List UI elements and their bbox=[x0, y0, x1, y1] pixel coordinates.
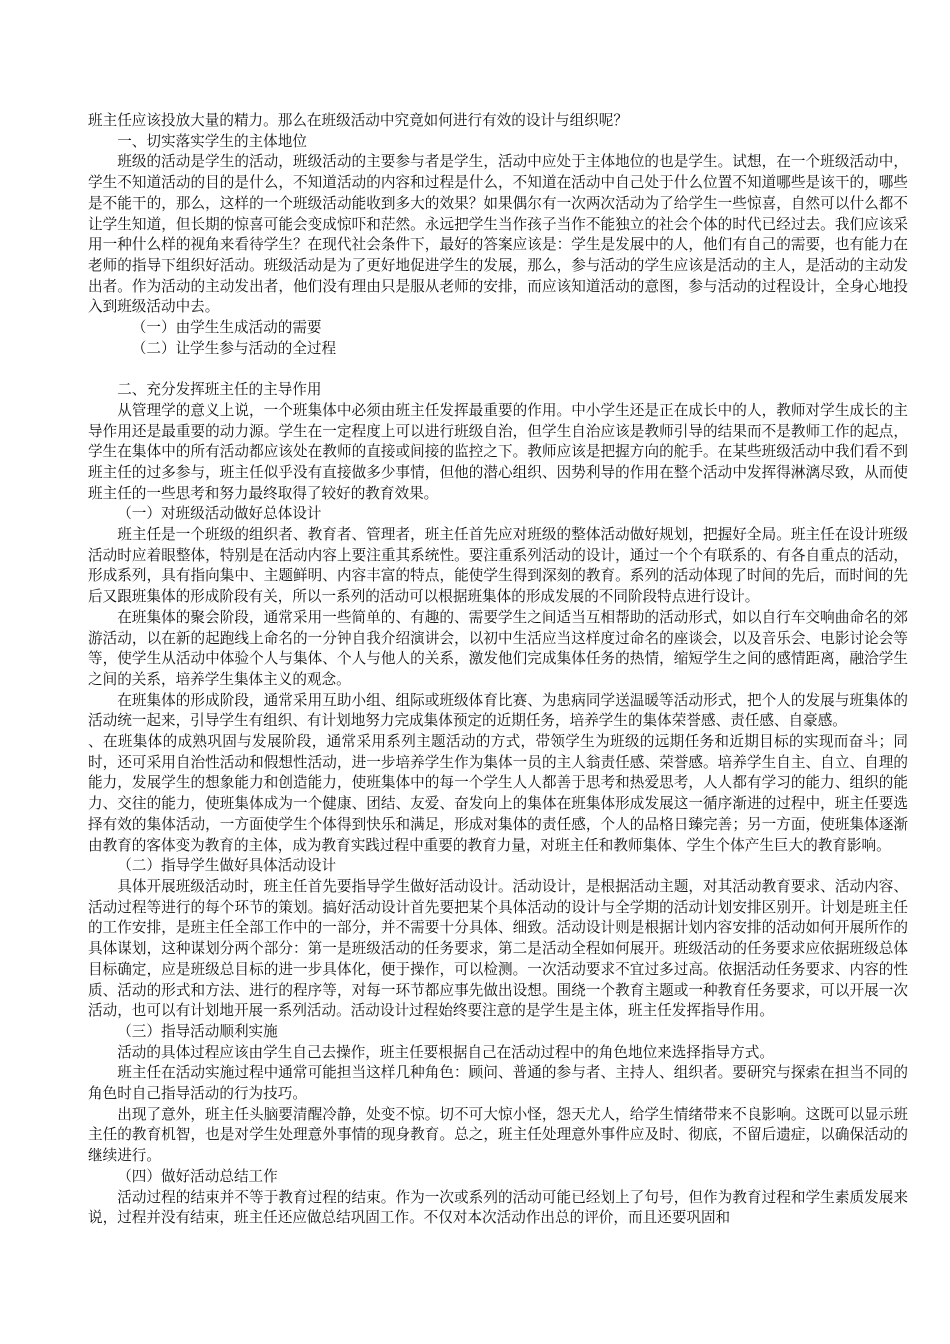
document-body bbox=[88, 111, 908, 1229]
paragraph: 、在班集体的成熟巩固与发展阶段，通常采用系列主题活动的方式，带领学生为班级的远期任务和近期目标的实现而奋斗；同时，还可采用自治性活动和假想性活动，进一步培养学生作为集体一员的主人翁责任感、荣誉感。培养学生自主、自立、自理的能力，发展学生的想象能力和创造能力，使班集体中的每一个学生人人都善于思考和热爱思考，人人都有学习的能力、组织的能力、交往的能力，使班集体成为一个健康、团结、友爱、奋发向上的集体在班集体形成发展这一循序渐进的过程中，班主任要选择有效的集体活动，一方面使学生个体得到快乐和满足，形成对集体的责任感，个人的品格日臻完善；另一方面，使班集体逐渐由教育的客体变为教育的主体，成为教育实践过程中重要的教育力量，对班主任和教师集体、学生个体产生巨大的教育影响。 bbox=[88, 733, 908, 854]
paragraph: 在班集体的形成阶段，通常采用互助小组、组际或班级体育比赛、为患病同学送温暖等活动形式，把个人的发展与班集体的活动统一起来，引导学生有组织、有计划地努力完成集体预定的近期任务，培养学生的集体荣誉感、责任感、自豪感。 bbox=[88, 691, 908, 730]
paragraph: 具体开展班级活动时，班主任首先要指导学生做好活动设计。活动设计，是根据活动主题，对其活动教育要求、活动内容、活动过程等进行的每个环节的策划。搞好活动设计首先要把某个具体活动的设计与全学期的活动计划安排区别开。计划是班主任的工作安排，是班主任全部工作中的一部分，并不需要十分具体、细致。活动设计则是根据计划内容安排的活动如何开展所作的具体谋划，这种谋划分两个部分：第一是班级活动的任务要求，第二是活动全程如何展开。班级活动的任务要求应依据班级总体目标确定，应是班级总目标的进一步具体化，便于操作，可以检测。一次活动要求不宜过多过高。依据活动任务要求、内容的性质、活动的形式和方法、进行的程序等，对每一环节都应事先做出设想。围绕一个教育主题或一种教育任务要求，可以开展一次活动，也可以有计划地开展一系列活动。活动设计过程始终要注意的是学生是主体，班主任发挥指导作用。 bbox=[88, 878, 908, 1020]
subheading: （二）让学生参与活动的全过程 bbox=[131, 339, 337, 357]
paragraph: 活动过程的结束并不等于教育过程的结束。作为一次或系列的活动可能已经划上了句号，但作为教育过程和学生素质发展来说，过程并没有结束，班主任还应做总结巩固工作。不仅对本次活动作出总的评价，而且还要巩固和 bbox=[88, 1188, 908, 1227]
paragraph-intro: 班主任应该投放大量的精力。那么在班级活动中究竟如何进行有效的设计与组织呢？ bbox=[88, 112, 628, 129]
paragraph: 在班集体的聚会阶段，通常采用一些简单的、有趣的、需要学生之间适当互相帮助的活动形式，如以自行车交响曲命名的郊游活动，以在新的起跑线上命名的一分钟自我介绍演讲会，以初中生活应当这样度过命名的座谈会，以及音乐会、电影讨论会等等，使学生从活动中体验个人与集体、个人与他人的关系，激发他们完成集体任务的热情，缩短学生之间的感情距离，融洽学生之间的关系，培养学生集体主义的观念。 bbox=[88, 608, 908, 688]
heading-section-1: 一、切实落实学生的主体地位 bbox=[117, 132, 307, 150]
blank-line bbox=[88, 359, 908, 380]
heading-section-2: 二、充分发挥班主任的主导作用 bbox=[117, 381, 322, 399]
subheading: （三）指导活动顺利实施 bbox=[117, 1022, 278, 1040]
paragraph: 出现了意外，班主任头脑要清醒冷静，处变不惊。切不可大惊小怪，怨天尤人，给学生情绪带来不良影响。这既可以显示班主任的教育机智，也是对学生处理意外事情的现身教育。总之，班主任处理意外事件应及时、彻底，不留后遗症，以确保活动的继续进行。 bbox=[88, 1105, 908, 1165]
subheading: （四）做好活动总结工作 bbox=[117, 1167, 278, 1185]
subheading: （一）对班级活动做好总体设计 bbox=[117, 505, 322, 523]
subheading: （二）指导学生做好具体活动设计 bbox=[117, 857, 337, 875]
paragraph: 班级的活动是学生的活动，班级活动的主要参与者是学生，活动中应处于主体地位的也是学生。试想，在一个班级活动中，学生不知道活动的目的是什么，不知道活动的内容和过程是什么，不知道在活动中自己处于什么位置不知道哪些是该干的，哪些是不能干的，那么，这样的一个班级活动能收到多大的效果？如果偶尔有一次两次活动为了给学生一些惊喜，自然可以什么都不让学生知道，但长期的惊喜可能会变成惊吓和茫然。永远把学生当作孩子当作不能独立的社会个体的时代已经过去。我们应该采用一种什么样的视角来看待学生？在现代社会条件下，最好的答案应该是：学生是发展中的人，他们有自己的需要，也有能力在老师的指导下组织好活动。班级活动是为了更好地促进学生的发展，那么，参与活动的学生应该是活动的主人，是活动的主动发出者。作为活动的主动发出者，他们没有理由只是服从老师的安排，而应该知道活动的意图，参与活动的过程设计，全身心地投入到班级活动中去。 bbox=[88, 153, 908, 316]
paragraph: 班主任在活动实施过程中通常可能担当这样几种角色：顾问、普通的参与者、主持人、组织者。要研究与探索在担当不同的角色时自己指导活动的行为技巧。 bbox=[88, 1064, 908, 1103]
paragraph: 活动的具体过程应该由学生自己去操作，班主任要根据自己在活动过程中的角色地位来选择指导方式。 bbox=[117, 1043, 774, 1061]
paragraph: 从管理学的意义上说，一个班集体中必须由班主任发挥最重要的作用。中小学生还是正在成长中的人，教师对学生成长的主导作用还是最重要的动力源。学生在一定程度上可以进行班级自治，但学生自治应该是教师引导的结果而不是教师工作的起点，学生在集体中的所有活动都应该处在教师的直接或间接的监控之下。教师应该是把握方向的舵手。在某些班级活动中我们看不到班主任的过多参与，班主任似乎没有直接做多少事情，但他的潜心组织、因势利导的作用在整个活动中发挥得淋漓尽致，从而使班主任的一些思考和努力最终取得了较好的教育效果。 bbox=[88, 401, 908, 502]
paragraph: 班主任是一个班级的组织者、教育者、管理者，班主任首先应对班级的整体活动做好规划，把握好全局。班主任在设计班级活动时应着眼整体，特别是在活动内容上要注重其系统性。要注重系列活动的设计，通过一个个有联系的、有各自重点的活动，形成系列，具有指向集中、主题鲜明、内容丰富的特点，能使学生得到深刻的教育。系列的活动体现了时间的先后，而时间的先后又跟班集体的形成阶段有关，所以一系列的活动可以根据班集体的形成发展的不同阶段特点进行设计。 bbox=[88, 526, 908, 606]
subheading: （一）由学生生成活动的需要 bbox=[131, 319, 322, 337]
